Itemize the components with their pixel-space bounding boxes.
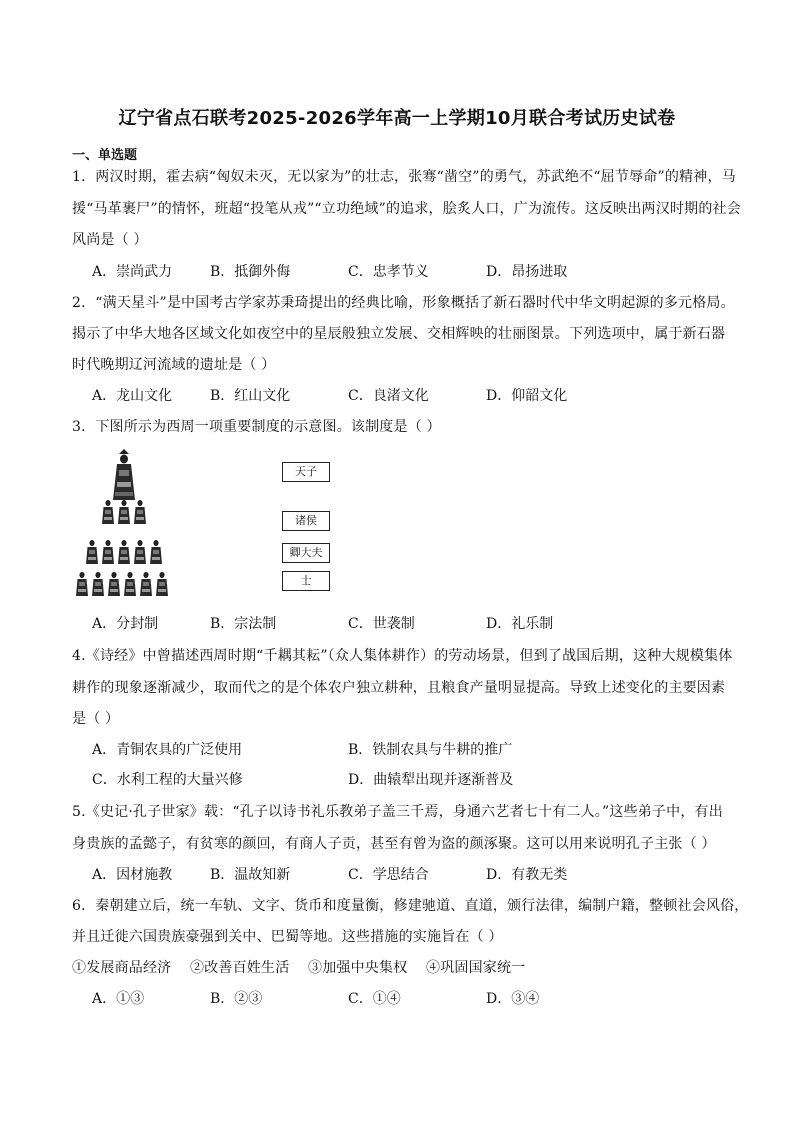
question-6-option-d[interactable]: D．③④ [486,991,540,1007]
tianzi-figure [113,449,135,500]
label-zhuhou: 诸侯 [282,511,330,531]
section-heading: 一、单选题 [72,148,138,163]
page-title: 辽宁省点石联考2025-2026学年高一上学期10月联合考试历史试卷 [118,108,676,129]
question-6-option-a[interactable]: A．①③ [92,991,145,1007]
label-tianzi: 天子 [282,462,330,482]
question-5-option-a[interactable]: A．因材施教 [92,867,173,883]
question-2-option-b[interactable]: B．红山文化 [210,388,291,404]
question-1-line-3: 风尚是（ ） [72,232,148,248]
question-4-option-a[interactable]: A．青铜农具的广泛使用 [92,742,243,758]
question-4-line-2: 耕作的现象逐渐减少，取而代之的是个体农户独立耕种，且粮食产量明显提高。导致上述变化的主要因素 [72,680,726,696]
question-3-line-1: 3．下图所示为西周一项重要制度的示意图。该制度是（ ） [72,419,441,435]
question-1-option-c[interactable]: C．忠孝节义 [348,264,429,280]
label-qingdafu: 卿大夫 [282,543,330,563]
question-4-option-c[interactable]: C．水利工程的大量兴修 [92,772,243,788]
question-3-option-b[interactable]: B．宗法制 [210,616,277,632]
question-6-line-1: 6．秦朝建立后，统一车轨、文字、货币和度量衡，修建驰道、直道，颁行法律，编制户籍，整顿社会风俗， [72,898,749,914]
question-3-option-c[interactable]: C．世袭制 [348,616,415,632]
question-5-line-2: 身贵族的孟懿子，有贫寒的颜回，有商人子贡，甚至有曾为盗的颜涿聚。这可以用来说明孔子主张（ ） [72,836,716,852]
question-5-option-d[interactable]: D．有教无类 [486,867,568,883]
question-4-option-d[interactable]: D．曲辕犁出现并逐渐普及 [348,772,514,788]
question-1-option-b[interactable]: B．抵御外侮 [210,264,291,280]
question-1-line-1: 1．两汉时期，霍去病“匈奴未灭，无以家为”的壮志，张骞“凿空”的勇气，苏武绝不“屈节辱命”的精神，马 [72,169,736,185]
western-zhou-hierarchy-figure [72,448,323,598]
question-6-option-c[interactable]: C．①④ [348,991,401,1007]
qingdafu-figures [86,540,162,564]
zhuhou-figures [102,500,146,524]
question-1-option-d[interactable]: D．昂扬进取 [486,264,568,280]
question-4-line-1: 4.《诗经》中曾描述西周时期“千耦其耘”（众人集体耕作）的劳动场景，但到了战国后期，这种大规模集体 [72,648,733,664]
question-5-option-c[interactable]: C．学思结合 [348,867,429,883]
question-3-option-d[interactable]: D．礼乐制 [486,616,554,632]
question-1-option-a[interactable]: A．崇尚武力 [92,264,173,280]
shi-figures [76,572,168,596]
question-6-option-b[interactable]: B．②③ [210,991,263,1007]
question-6-line-2: 并且迁徙六国贵族豪强到关中、巴蜀等地。这些措施的实施旨在（ ） [72,929,503,945]
question-5-line-1: 5.《史记·孔子世家》载：“孔子以诗书礼乐教弟子盖三千焉，身通六艺者七十有二人。”这些弟子中，有出 [72,804,723,820]
question-1-line-2: 援“马革裹尸”的情怀，班超“投笔从戎”“立功绝域”的追求，脍炙人口，广为流传。这反映出两汉时期的社会 [72,201,741,217]
question-4-line-3: 是（ ） [72,711,120,727]
question-2-option-a[interactable]: A．龙山文化 [92,388,173,404]
label-shi: 士 [282,571,330,591]
hierarchy-figure-graphic [72,448,272,598]
question-5-option-b[interactable]: B．温故知新 [210,867,291,883]
question-2-line-3: 时代晚期辽河流域的遗址是（ ） [72,357,276,373]
question-6-statements: ①发展商品经济 ②改善百姓生活 ③加强中央集权 ④巩固国家统一 [72,960,526,976]
question-2-option-c[interactable]: C．良渚文化 [348,388,429,404]
question-3-option-a[interactable]: A．分封制 [92,616,159,632]
question-2-line-1: 2．“满天星斗”是中国考古学家苏秉琦提出的经典比喻，形象概括了新石器时代中华文明起源的多元格局。 [72,295,735,311]
question-4-option-b[interactable]: B．铁制农具与牛耕的推广 [348,742,513,758]
question-2-line-2: 揭示了中华大地各区域文化如夜空中的星辰般独立发展、交相辉映的壮丽图景。下列选项中，属于新石器 [72,326,726,342]
question-2-option-d[interactable]: D．仰韶文化 [486,388,568,404]
